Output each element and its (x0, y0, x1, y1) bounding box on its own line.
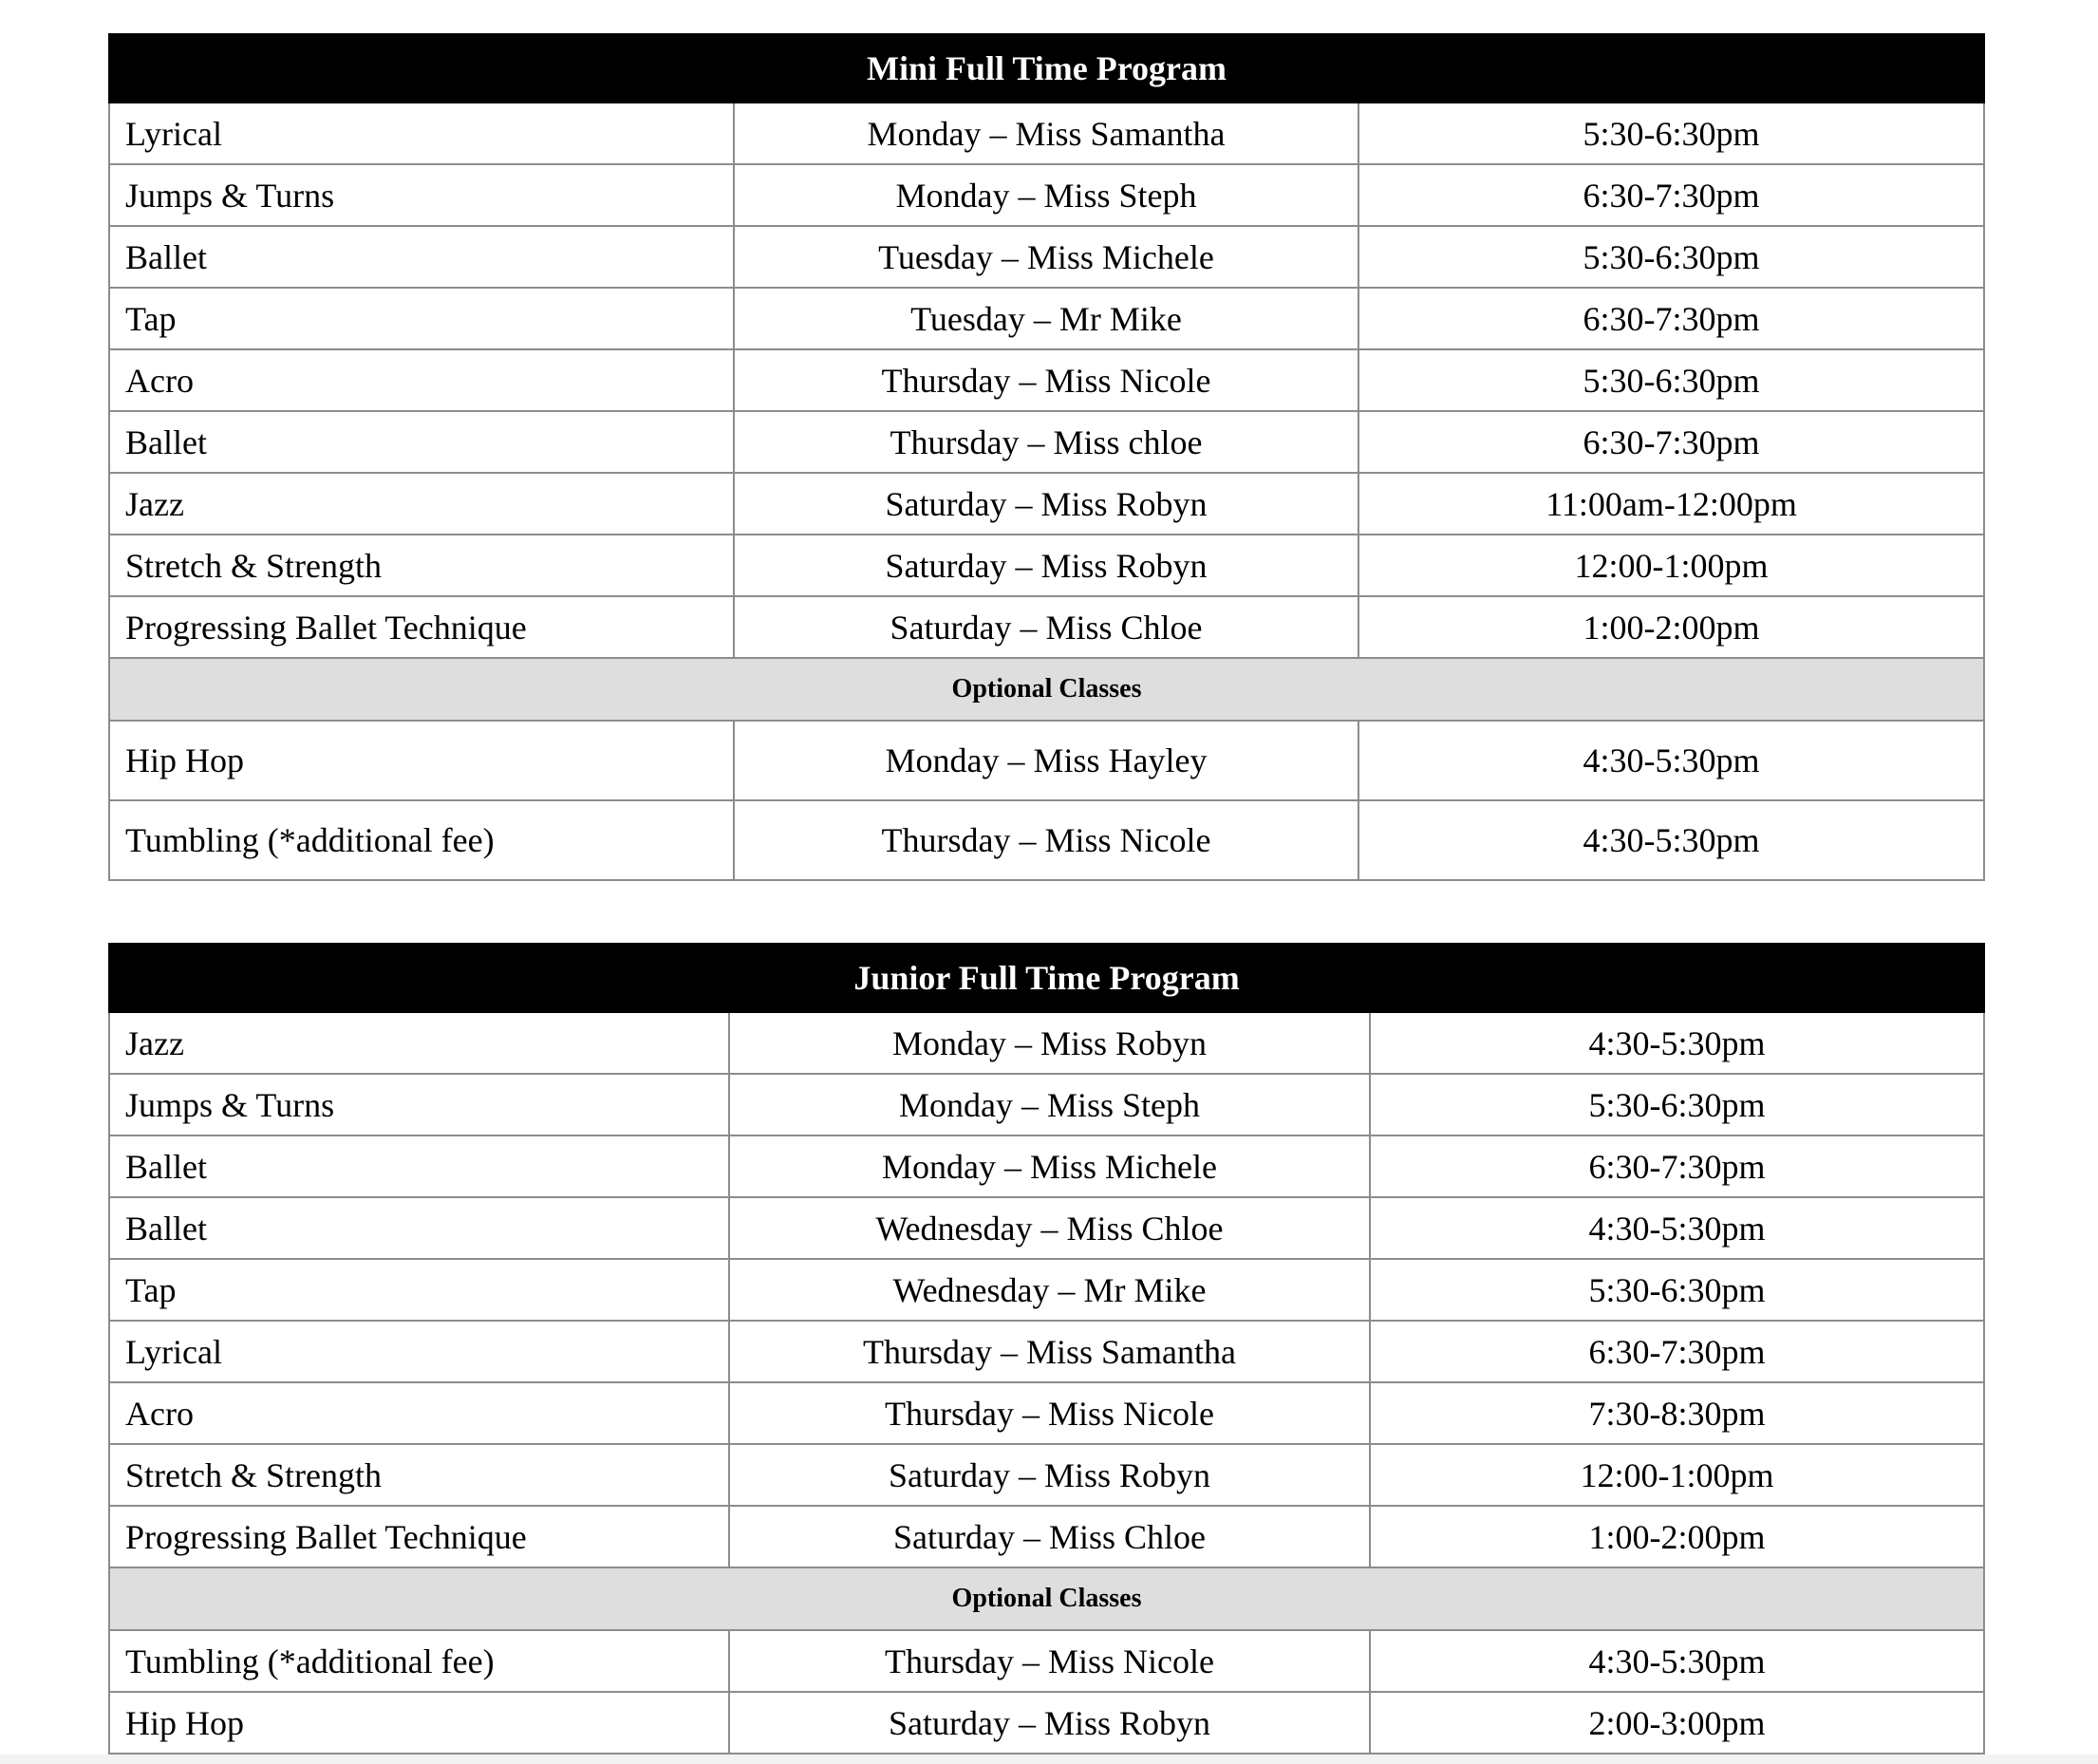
class-name-cell: Lyrical (109, 1321, 729, 1382)
time-cell: 2:00-3:00pm (1370, 1692, 1984, 1754)
class-name-cell: Ballet (109, 226, 734, 288)
table-row (109, 473, 1984, 535)
table-row (109, 721, 1984, 800)
time-cell: 4:30-5:30pm (1358, 800, 1984, 880)
table-row (109, 288, 1984, 349)
optional-classes-label: Optional Classes (109, 1567, 1984, 1630)
optional-classes-header-row (109, 1567, 1984, 1630)
time-cell: 6:30-7:30pm (1370, 1135, 1984, 1197)
time-cell: 12:00-1:00pm (1370, 1444, 1984, 1506)
class-name-cell: Lyrical (109, 103, 734, 164)
day-teacher-cell: Saturday – Miss Robyn (734, 535, 1358, 596)
time-cell: 5:30-6:30pm (1370, 1259, 1984, 1321)
table-row (109, 1259, 1984, 1321)
table-title: Mini Full Time Program (109, 34, 1984, 103)
time-cell: 6:30-7:30pm (1358, 164, 1984, 226)
class-name-cell: Hip Hop (109, 721, 734, 800)
class-name-cell: Tap (109, 1259, 729, 1321)
day-teacher-cell: Thursday – Miss Nicole (734, 349, 1358, 411)
day-teacher-cell: Wednesday – Mr Mike (729, 1259, 1370, 1321)
table-row (109, 1197, 1984, 1259)
optional-classes-header-row (109, 658, 1984, 721)
day-teacher-cell: Thursday – Miss Samantha (729, 1321, 1370, 1382)
day-teacher-cell: Monday – Miss Robyn (729, 1012, 1370, 1074)
class-name-cell: Jumps & Turns (109, 1074, 729, 1135)
table-row (109, 1506, 1984, 1567)
class-name-cell: Ballet (109, 1197, 729, 1259)
class-name-cell: Stretch & Strength (109, 535, 734, 596)
table-row (109, 103, 1984, 164)
day-teacher-cell: Saturday – Miss Robyn (734, 473, 1358, 535)
table-row (109, 1135, 1984, 1197)
class-name-cell: Progressing Ballet Technique (109, 1506, 729, 1567)
day-teacher-cell: Saturday – Miss Robyn (729, 1692, 1370, 1754)
page-bottom-edge (0, 1755, 2098, 1764)
day-teacher-cell: Thursday – Miss Nicole (729, 1630, 1370, 1692)
time-cell: 4:30-5:30pm (1370, 1197, 1984, 1259)
table-row (109, 411, 1984, 473)
class-name-cell: Tap (109, 288, 734, 349)
day-teacher-cell: Saturday – Miss Robyn (729, 1444, 1370, 1506)
time-cell: 5:30-6:30pm (1358, 226, 1984, 288)
table-row (109, 1012, 1984, 1074)
junior-program-table (108, 943, 1985, 1755)
class-name-cell: Acro (109, 349, 734, 411)
class-name-cell: Jumps & Turns (109, 164, 734, 226)
day-teacher-cell: Thursday – Miss Nicole (729, 1382, 1370, 1444)
class-name-cell: Tumbling (*additional fee) (109, 800, 734, 880)
day-teacher-cell: Thursday – Miss chloe (734, 411, 1358, 473)
day-teacher-cell: Tuesday – Mr Mike (734, 288, 1358, 349)
class-name-cell: Stretch & Strength (109, 1444, 729, 1506)
time-cell: 11:00am-12:00pm (1358, 473, 1984, 535)
class-name-cell: Jazz (109, 473, 734, 535)
table-row (109, 596, 1984, 658)
day-teacher-cell: Saturday – Miss Chloe (734, 596, 1358, 658)
table-row (109, 535, 1984, 596)
table-row (109, 1692, 1984, 1754)
time-cell: 5:30-6:30pm (1358, 349, 1984, 411)
time-cell: 6:30-7:30pm (1358, 411, 1984, 473)
table-row (109, 1382, 1984, 1444)
time-cell: 6:30-7:30pm (1370, 1321, 1984, 1382)
class-name-cell: Acro (109, 1382, 729, 1444)
class-name-cell: Ballet (109, 1135, 729, 1197)
time-cell: 4:30-5:30pm (1370, 1012, 1984, 1074)
table-row (109, 164, 1984, 226)
day-teacher-cell: Monday – Miss Samantha (734, 103, 1358, 164)
day-teacher-cell: Monday – Miss Michele (729, 1135, 1370, 1197)
table-row (109, 1444, 1984, 1506)
class-name-cell: Jazz (109, 1012, 729, 1074)
day-teacher-cell: Monday – Miss Steph (729, 1074, 1370, 1135)
time-cell: 12:00-1:00pm (1358, 535, 1984, 596)
time-cell: 6:30-7:30pm (1358, 288, 1984, 349)
table-row (109, 1321, 1984, 1382)
class-name-cell: Ballet (109, 411, 734, 473)
day-teacher-cell: Monday – Miss Steph (734, 164, 1358, 226)
time-cell: 4:30-5:30pm (1370, 1630, 1984, 1692)
table-row (109, 800, 1984, 880)
time-cell: 1:00-2:00pm (1358, 596, 1984, 658)
time-cell: 4:30-5:30pm (1358, 721, 1984, 800)
table-row (109, 1074, 1984, 1135)
table-row (109, 1630, 1984, 1692)
day-teacher-cell: Tuesday – Miss Michele (734, 226, 1358, 288)
table-title: Junior Full Time Program (109, 944, 1984, 1012)
day-teacher-cell: Thursday – Miss Nicole (734, 800, 1358, 880)
class-name-cell: Tumbling (*additional fee) (109, 1630, 729, 1692)
day-teacher-cell: Saturday – Miss Chloe (729, 1506, 1370, 1567)
time-cell: 5:30-6:30pm (1358, 103, 1984, 164)
time-cell: 5:30-6:30pm (1370, 1074, 1984, 1135)
optional-classes-label: Optional Classes (109, 658, 1984, 721)
time-cell: 1:00-2:00pm (1370, 1506, 1984, 1567)
table-row (109, 226, 1984, 288)
class-name-cell: Progressing Ballet Technique (109, 596, 734, 658)
table-row (109, 349, 1984, 411)
day-teacher-cell: Monday – Miss Hayley (734, 721, 1358, 800)
time-cell: 7:30-8:30pm (1370, 1382, 1984, 1444)
mini-program-table (108, 33, 1985, 881)
class-name-cell: Hip Hop (109, 1692, 729, 1754)
day-teacher-cell: Wednesday – Miss Chloe (729, 1197, 1370, 1259)
